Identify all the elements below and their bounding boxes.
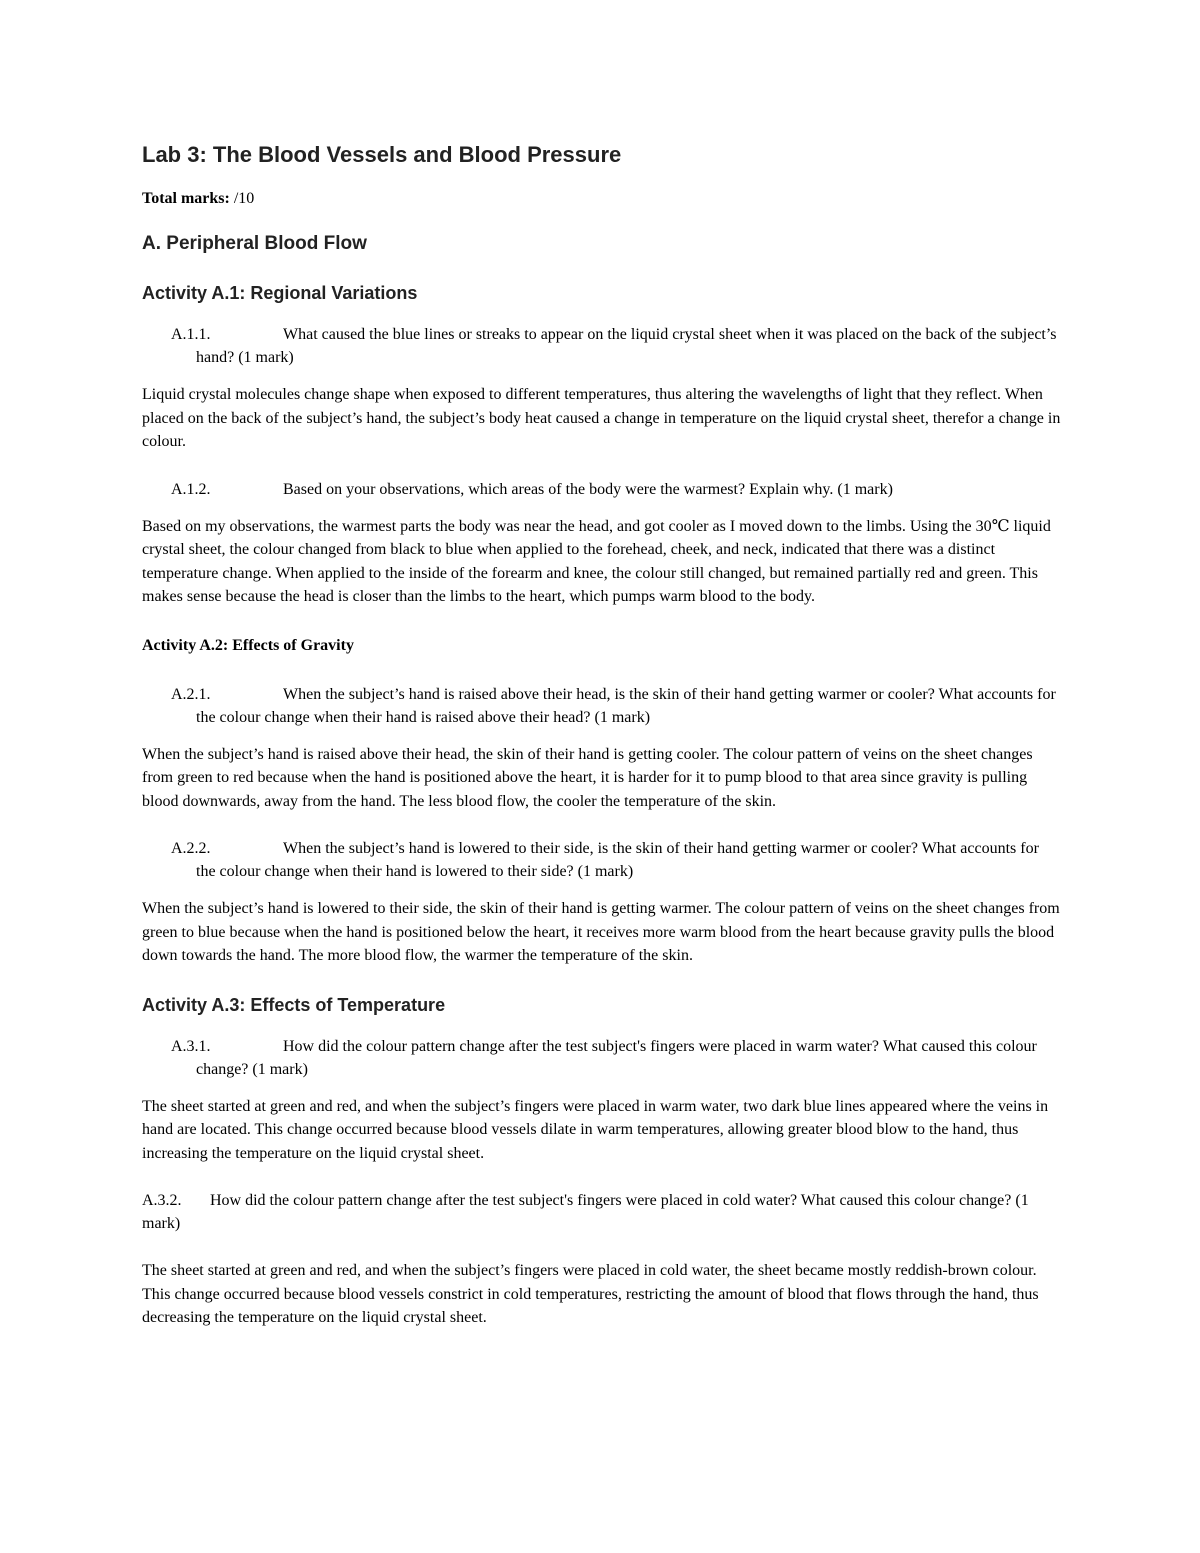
question-a3-2 [142,1189,1062,1235]
total-marks-value: /10 [229,190,255,207]
total-marks-label: Total marks: [142,190,230,207]
question-text: What caused the blue lines or streaks to appear on the liquid crystal sheet when it was placed on the back of the subject’s hand? (1 mark) [196,326,1057,366]
document-page [142,140,1062,1354]
document-title: Lab 3: The Blood Vessels and Blood Pressure [142,142,622,167]
question-number: A.1.1. [171,326,211,343]
section-a-heading: A. Peripheral Blood Flow [142,233,367,254]
question-a2-2 [142,837,1062,883]
question-number: A.3.2. [142,1192,182,1209]
answer-a1-1: Liquid crystal molecules change shape when exposed to different temperatures, thus altering the wavelengths of light that they reflect. When placed on the back of the subject’s hand, the subject’s body heat caused a change in temperature on the liquid crystal sheet, therefor a change in colour. [142,386,1061,450]
answer-a2-1: When the subject’s hand is raised above their head, the skin of their hand is getting cooler. The colour pattern of veins on the sheet changes from green to red because when the hand is positioned above the heart, it is harder for it to pump blood to that area since gravity is pulling blood downwards, away from the hand. The less blood flow, the cooler the temperature of the skin. [142,745,1033,810]
question-number: A.2.2. [171,840,211,857]
answer-a3-1: The sheet started at green and red, and when the subject’s fingers were placed in warm water, two dark blue lines appeared where the veins in hand are located. This change occurred because blood vessels dilate in warm temperatures, allowing greater blood blow to the hand, thus increasing the temperature on the liquid crystal sheet. [142,1097,1049,1162]
question-text: When the subject’s hand is raised above their head, is the skin of their hand getting warmer or cooler? What accounts for the colour change when their hand is raised above their head? (1 mark) [196,685,1056,726]
question-text: Based on your observations, which areas of the body were the warmest? Explain why. (1 mark) [283,480,893,498]
question-a2-1 [142,683,1062,729]
question-text: How did the colour pattern change after the test subject's fingers were placed in cold water? What caused this colour change? (1 mark) [142,1192,1029,1232]
activity-a1-heading: Activity A.1: Regional Variations [142,283,418,303]
answer-a3-2: The sheet started at green and red, and when the subject’s fingers were placed in cold water, the sheet became mostly reddish-brown colour. This change occurred because blood vessels constrict in cold temperatures, restricting the amount of blood that flows through the hand, thus decreasing the temperature on the liquid crystal sheet. [142,1262,1039,1326]
question-number: A.2.1. [171,685,211,703]
question-text: When the subject’s hand is lowered to their side, is the skin of their hand getting warmer or cooler? What accounts for the colour change when their hand is lowered to their side? (1 mark) [196,840,1039,880]
question-a1-1 [142,323,1062,369]
question-text: How did the colour pattern change after the test subject's fingers were placed in warm water? What caused this colour change? (1 mark) [196,1037,1037,1078]
answer-a1-2: Based on my observations, the warmest parts the body was near the head, and got cooler as I moved down to the limbs. Using the 30℃ liquid crystal sheet, the colour changed from black to blue when applied to the forehead, cheek, and neck, indicated that there was a distinct temperature change. When applied to the inside of the forearm and knee, the colour still changed, but remained partially red and green. This makes sense because the head is closer than the limbs to the heart, which pumps warm blood to the body. [142,517,1051,605]
question-a1-2 [142,478,1062,501]
activity-a3-heading: Activity A.3: Effects of Temperature [142,994,446,1015]
activity-a2-heading: Activity A.2: Effects of Gravity [142,636,354,654]
question-a3-1 [142,1035,1062,1081]
question-number: A.1.2. [171,480,211,498]
total-marks [142,187,1062,211]
answer-a2-2: When the subject’s hand is lowered to their side, the skin of their hand is getting warmer. The colour pattern of veins on the sheet changes from green to blue because when the hand is positioned below the heart, it receives more warm blood from the heart because gravity pulls the blood down towards the hand. The more blood flow, the warmer the temperature of the skin. [142,900,1060,964]
question-number: A.3.1. [171,1037,211,1055]
